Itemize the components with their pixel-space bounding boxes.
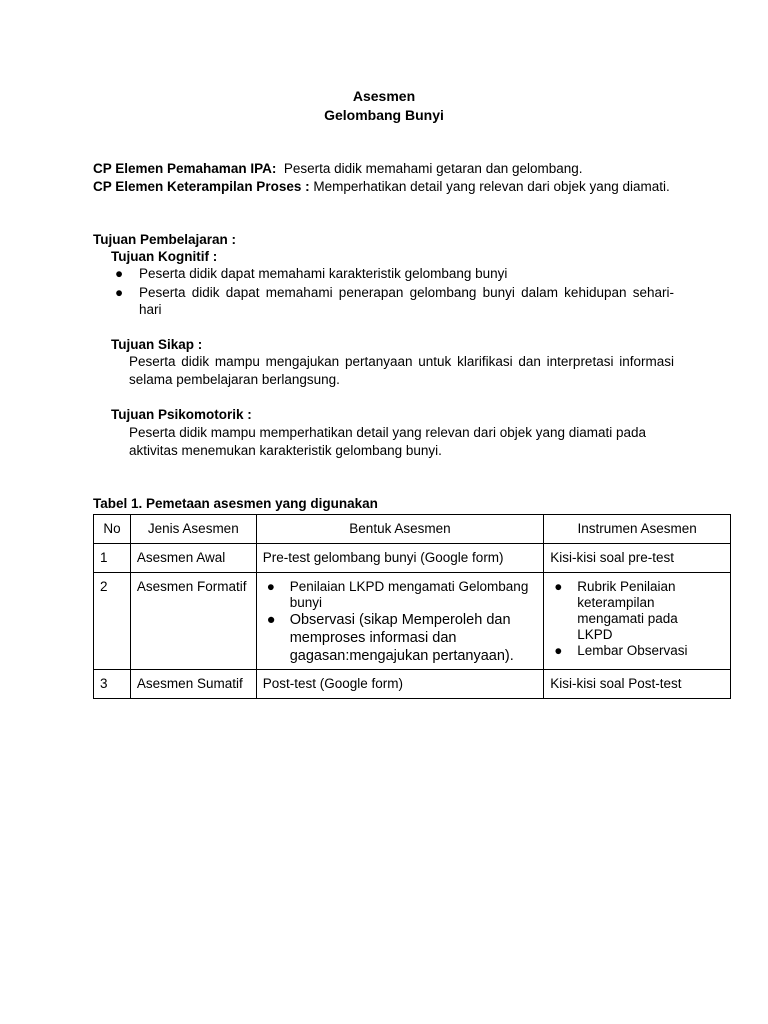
cell-instrumen: Kisi-kisi soal Post-test	[544, 670, 731, 699]
cell-no: 3	[94, 670, 131, 699]
sikap-heading: Tujuan Sikap :	[111, 337, 203, 352]
assessment-table	[93, 514, 731, 699]
bullet-icon: ●	[115, 284, 124, 300]
kognitif-list	[113, 265, 674, 320]
tujuan-heading: Tujuan Pembelajaran :	[93, 232, 237, 247]
cell-jenis: Asesmen Awal	[130, 544, 256, 573]
header-bentuk: Bentuk Asesmen	[256, 515, 544, 544]
document-subtitle: Gelombang Bunyi	[324, 107, 444, 123]
cell-no: 2	[94, 573, 131, 670]
bullet-icon: ●	[554, 579, 563, 594]
list-item: ● Lembar Observasi	[554, 643, 688, 658]
header-no: No	[94, 515, 131, 544]
cp-pemahaman-text: Peserta didik memahami getaran dan gelombang.	[283, 161, 583, 176]
instrumen-list	[550, 579, 724, 659]
table-row	[94, 544, 731, 573]
cp-keterampilan-label: CP Elemen Keterampilan Proses :	[93, 179, 310, 194]
list-item: ● Penilaian LKPD mengamati Gelombang bunyi	[266, 579, 529, 610]
sikap-text: Peserta didik mampu mengajukan pertanyaan untuk klarifikasi dan interpretasi informasi selama pembelajaran berlangsung.	[129, 354, 674, 387]
bullet-icon: ●	[115, 266, 124, 281]
cell-instrumen: Kisi-kisi soal pre-test	[544, 544, 731, 573]
cell-bentuk: Post-test (Google form)	[256, 670, 544, 699]
cp-keterampilan-text: Memperhatikan detail yang relevan dari objek yang diamati.	[313, 179, 670, 194]
cp-pemahaman-label: CP Elemen Pemahaman IPA:	[93, 161, 277, 176]
psikomotorik-text: Peserta didik mampu memperhatikan detail yang relevan dari objek yang diamati pada aktivitas menemukan karakteristik gelombang bunyi.	[129, 425, 647, 458]
cell-jenis: Asesmen Sumatif	[130, 670, 256, 699]
list-item: ● Peserta didik dapat memahami karakteristik gelombang bunyi	[115, 266, 508, 281]
table-caption: Tabel 1. Pemetaan asesmen yang digunakan	[93, 496, 378, 511]
psikomotorik-heading: Tujuan Psikomotorik :	[111, 407, 252, 422]
table-row	[94, 573, 731, 670]
kognitif-heading: Tujuan Kognitif :	[111, 249, 218, 264]
bullet-icon: ●	[266, 579, 275, 594]
cell-bentuk: Pre-test gelombang bunyi (Google form)	[256, 544, 544, 573]
list-item: ● Rubrik Penilaian keterampilan mengamati pada LKPD	[554, 579, 678, 642]
cell-jenis: Asesmen Formatif	[130, 573, 256, 670]
document-title: Asesmen	[352, 88, 416, 104]
table-header-row	[94, 515, 731, 544]
cell-no: 1	[94, 544, 131, 573]
header-instrumen: Instrumen Asesmen	[544, 515, 731, 544]
header-jenis: Jenis Asesmen	[130, 515, 256, 544]
cp-keterampilan	[93, 178, 674, 196]
cell-instrumen	[544, 573, 731, 670]
list-item: ● Peserta didik dapat memahami penerapan gelombang bunyi dalam kehidupan sehari-hari	[115, 284, 674, 317]
bentuk-list	[263, 579, 538, 665]
table-row	[94, 670, 731, 699]
bullet-icon: ●	[554, 643, 563, 658]
cell-bentuk	[256, 573, 544, 670]
bullet-icon: ●	[266, 612, 276, 628]
list-item: ● Observasi (sikap Memperoleh dan memproses informasi dan gagasan:mengajukan pertanyaan).	[266, 612, 514, 664]
cp-pemahaman	[93, 160, 674, 178]
